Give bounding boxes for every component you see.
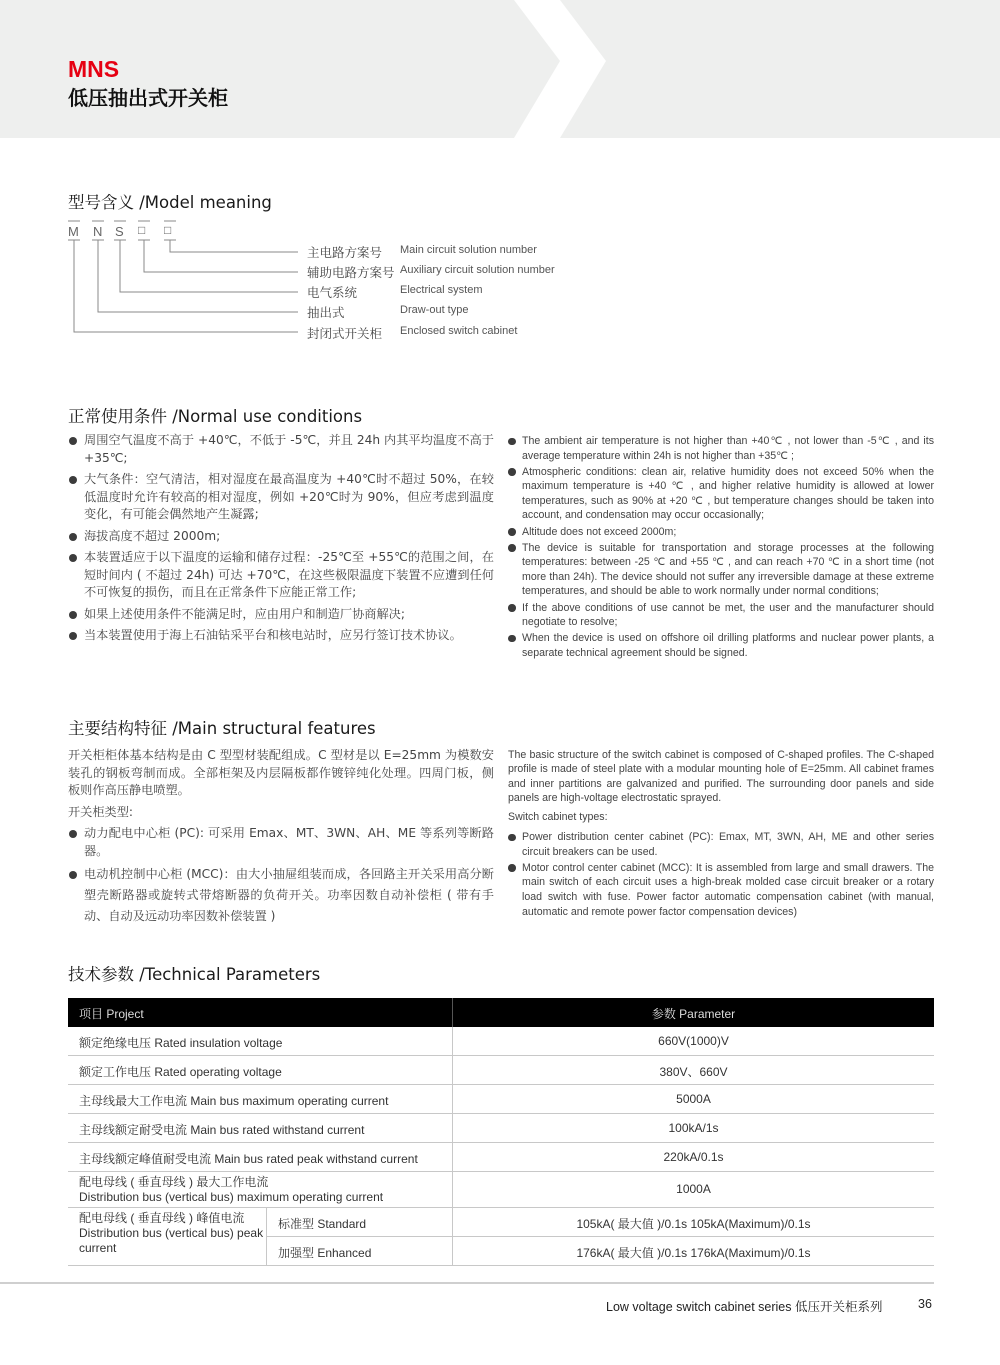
brand-title: MNS	[68, 56, 120, 82]
model-letter: □	[164, 223, 172, 237]
structural-en-paragraph: The basic structure of the switch cabinet is composed of C-shaped profiles. The C-shaped profile is made of steel plate with a modular mounting hole of E=25mm. All cabinet frames and inner partitions are galvanized and purified. The surrounding door panels and side panels are high-voltage electrostatic sprayed.	[508, 749, 934, 805]
bullet-icon	[508, 438, 516, 446]
model-letter: S	[115, 224, 124, 239]
list-item: 周围空气温度不高于 +40℃，不低于 -5℃，并且 24h 内其平均温度不高于 +35℃;	[68, 432, 494, 467]
bullet-icon	[508, 834, 516, 842]
sub-row-type: 标准型 Standard	[278, 1217, 367, 1231]
bullet-icon	[69, 437, 77, 445]
page-number: 36	[918, 1297, 932, 1311]
model-row-cn: 抽出式	[307, 305, 345, 320]
model-row-cn: 封闭式开关柜	[307, 326, 383, 341]
model-row-en: Main circuit solution number	[400, 244, 537, 256]
list-item: 本装置适应于以下温度的运输和储存过程：-25℃至 +55℃的范围之间，在短时间内 ( 不超过 24h) 可达 +70℃，在这些极限温度下装置不应遭到任何不可恢复的损伤，而且在正常条件下应能正常工作;	[68, 549, 494, 602]
list-item: When the device is used on offshore oil drilling platforms and nuclear power plants, a separate technical agreement should be signed.	[508, 631, 934, 660]
sub-row-value: 105kA( 最大值 )/0.1s 105kA(Maximum)/0.1s	[576, 1217, 811, 1231]
list-item: 当本装置使用于海上石油钻采平台和核电站时，应另行签订技术协议。	[68, 627, 494, 645]
footer-series-text: Low voltage switch cabinet series 低压开关柜系列	[606, 1300, 883, 1314]
model-letter: N	[93, 224, 103, 239]
row-project: 配电母线 ( 垂直母线 ) 最大工作电流 Distribution bus (vertical bus) maximum operating current	[79, 1175, 384, 1204]
list-item: Power distribution center cabinet (PC): Emax, MT, 3WN, AH, ME and other series circuit breakers can be used.	[508, 830, 934, 859]
model-row-en: Auxiliary circuit solution number	[400, 264, 555, 276]
list-item: 电动机控制中心柜 (MCC)：由大小抽屉组装而成，各回路主开关采用高分断塑壳断路器或旋转式带熔断器的负荷开关。功率因数自动补偿柜 ( 带有手动、自动及远动功率因数补偿装置 )	[68, 864, 494, 927]
bullet-icon	[69, 611, 77, 619]
section-title-technical: 技术参数 /Technical Parameters	[68, 965, 321, 984]
table-row	[68, 1085, 934, 1114]
bullet-icon	[69, 632, 77, 640]
footer-divider	[0, 1282, 934, 1284]
model-diagram-lines	[0, 215, 320, 340]
row-value: 660V(1000)V	[658, 1034, 729, 1048]
model-row-cn: 辅助电路方案号	[307, 265, 395, 280]
product-subtitle: 低压抽出式开关柜	[68, 86, 228, 110]
normal-use-en-list	[508, 434, 934, 662]
column-header-project: 项目 Project	[79, 1007, 144, 1021]
chevron-decoration-icon	[0, 0, 1000, 138]
bullet-icon	[69, 533, 77, 541]
model-letter: M	[68, 224, 79, 239]
table-row	[68, 1143, 934, 1172]
section-title-structural: 主要结构特征 /Main structural features	[68, 719, 376, 738]
sub-row-enhanced	[267, 1237, 934, 1266]
structural-cn-column	[68, 747, 494, 931]
list-item: 海拔高度不超过 2000m;	[68, 528, 494, 546]
table-row	[68, 1172, 934, 1208]
table-row	[68, 1027, 934, 1056]
normal-use-cn-list	[68, 432, 494, 649]
row-project: 主母线额定峰值耐受电流 Main bus rated peak withstand current	[79, 1152, 418, 1166]
row-project: 主母线额定耐受电流 Main bus rated withstand current	[79, 1123, 365, 1137]
model-row-cn: 主电路方案号	[307, 245, 383, 260]
bullet-icon	[508, 544, 516, 552]
model-row-en: Enclosed switch cabinet	[400, 325, 518, 337]
row-project: 主母线最大工作电流 Main bus maximum operating current	[79, 1094, 389, 1108]
list-item: If the above conditions of use cannot be met, the user and the manufacturer should negotiate to resolve;	[508, 601, 934, 630]
row-value: 1000A	[676, 1182, 711, 1196]
bullet-icon	[69, 871, 77, 879]
bullet-icon	[508, 604, 516, 612]
model-row-en: Draw-out type	[400, 304, 469, 316]
list-item: 动力配电中心柜 (PC): 可采用 Emax、MT、3WN、AH、ME 等系列等断路器。	[68, 825, 494, 860]
bullet-icon	[508, 528, 516, 536]
table-row	[68, 1208, 934, 1266]
section-title-normal-use: 正常使用条件 /Normal use conditions	[68, 407, 363, 426]
bullet-icon	[69, 554, 77, 562]
row-value: 220kA/0.1s	[663, 1150, 724, 1164]
list-item: Altitude does not exceed 2000m;	[508, 525, 934, 540]
bullet-icon	[69, 830, 77, 838]
row-value: 380V、660V	[659, 1065, 728, 1079]
list-item: The ambient air temperature is not higher than +40℃ , not lower than -5℃ , and its average temperature within 24h is not higher than +35℃ ;	[508, 434, 934, 463]
structural-en-column	[508, 748, 934, 921]
list-item: 大气条件：空气清洁，相对湿度在最高温度为 +40℃时不超过 50%，在较低温度时允许有较高的相对湿度，例如 +20℃时为 90%，但应考虑到温度变化，有可能会偶然地产生凝露;	[68, 471, 494, 524]
cabinet-types-label: 开关柜类型:	[68, 804, 134, 819]
row-value: 5000A	[676, 1092, 711, 1106]
sub-row-standard	[267, 1208, 934, 1237]
bullet-icon	[69, 476, 77, 484]
section-title-model-meaning: 型号含义 /Model meaning	[68, 193, 272, 212]
page-header	[0, 0, 1000, 138]
sub-row-value: 176kA( 最大值 )/0.1s 176kA(Maximum)/0.1s	[576, 1246, 811, 1260]
list-item: Atmospheric conditions: clean air, relative humidity does not exceed 50% when the maximum temperature is +40 ℃ , and higher relative humidity is allowed at lower temperatures, such as 90% at +20 ℃ , but temperature changes should be taken into account, and condensation may occur occasionally;	[508, 465, 934, 523]
technical-parameters-table	[68, 998, 934, 1266]
bullet-icon	[508, 864, 516, 872]
model-row-cn: 电气系统	[307, 285, 358, 300]
row-project: 额定工作电压 Rated operating voltage	[79, 1065, 282, 1079]
row-value: 100kA/1s	[668, 1121, 719, 1135]
bullet-icon	[508, 468, 516, 476]
bullet-icon	[508, 635, 516, 643]
model-letter: □	[138, 223, 146, 237]
row-project: 额定绝缘电压 Rated insulation voltage	[79, 1036, 283, 1050]
sub-row-type: 加强型 Enhanced	[278, 1246, 372, 1260]
table-header	[68, 998, 934, 1027]
table-row	[68, 1114, 934, 1143]
model-row-en: Electrical system	[400, 284, 483, 296]
list-item: 如果上述使用条件不能满足时，应由用户和制造厂协商解决;	[68, 606, 494, 624]
column-header-parameter: 参数 Parameter	[651, 1007, 736, 1021]
row-project: 配电母线 ( 垂直母线 ) 峰值电流 Distribution bus (vertical bus) peak current	[79, 1211, 264, 1255]
structural-cn-paragraph: 开关柜柜体基本结构是由 C 型型材装配组成。C 型材是以 E=25mm 为模数安装孔的钢板弯制而成。全部柜架及内层隔板都作镀锌纯化处理。四周门板，侧板则作高压静电喷塑。	[68, 748, 494, 797]
list-item: Motor control center cabinet (MCC): It is assembled from large and small drawers. The main switch of each circuit uses a high-break molded case circuit breaker or a rotary load switch with fuse. Power factor automatic compensation cabinet (with manual, automatic and remote power factor compensation devices)	[508, 861, 934, 919]
cabinet-types-label: Switch cabinet types:	[508, 810, 608, 823]
list-item: The device is suitable for transportation and storage processes at the following temperatures: between -25 ℃ and +55 ℃ , and can reach +70 ℃ in a short time (not more than 24h). The device should not suffer any irreversible damage at these extreme temperatures, and should be able to work normally under normal conditions;	[508, 541, 934, 599]
table-row	[68, 1056, 934, 1085]
